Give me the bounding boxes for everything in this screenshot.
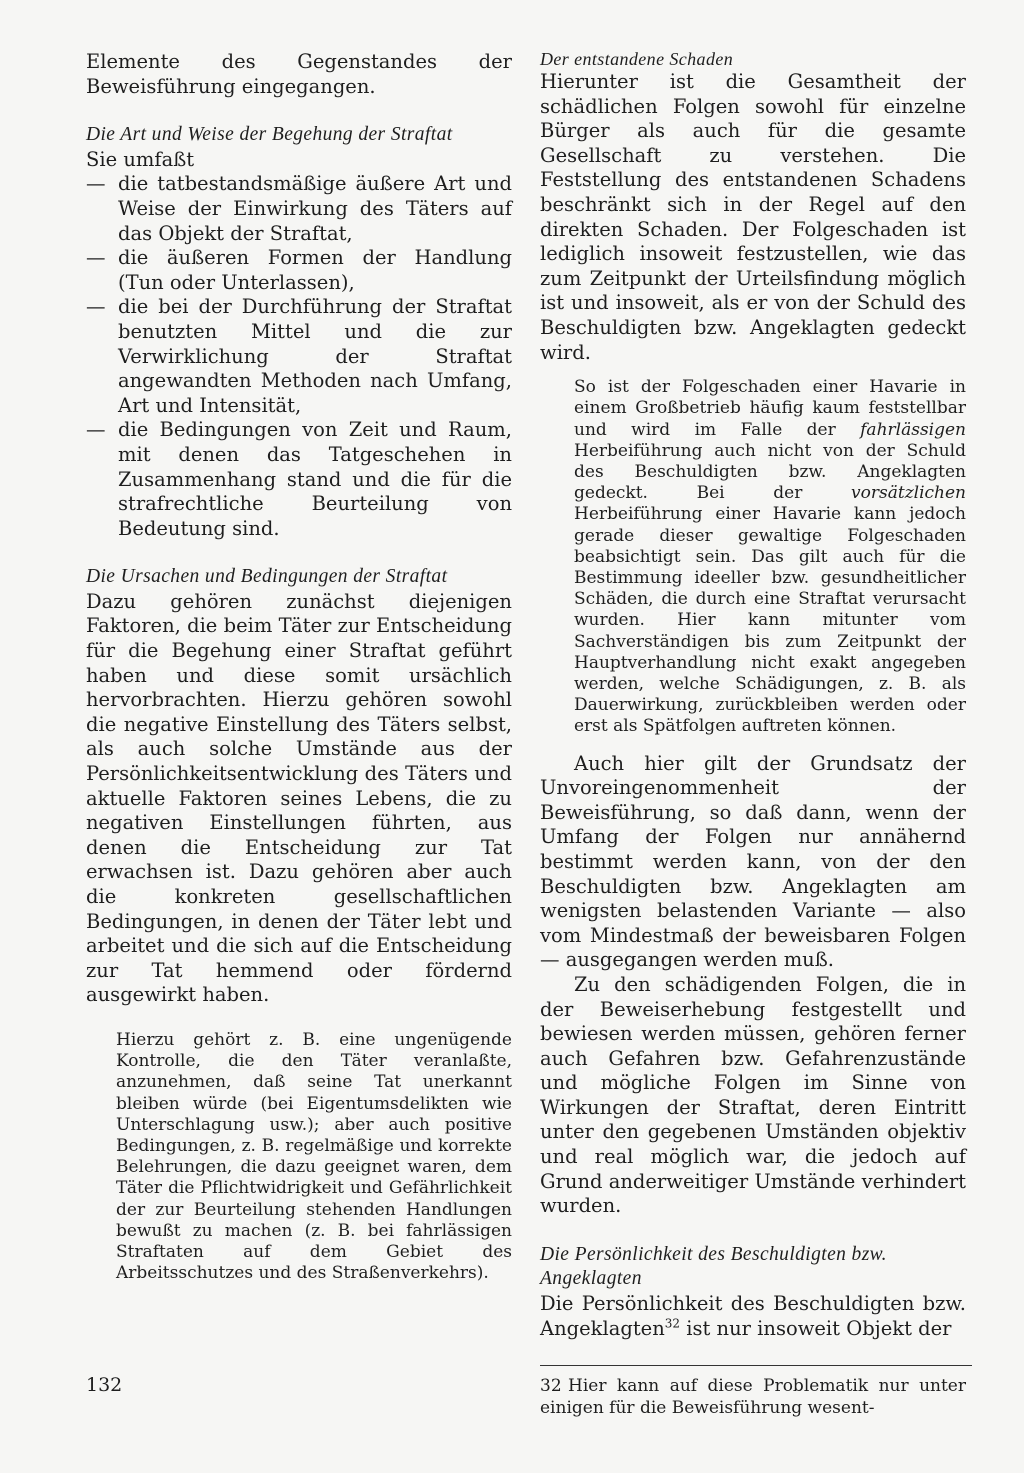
section-lead: Sie umfaßt (86, 147, 195, 171)
section-body-schaden: Hierunter ist die Gesamtheit der schädlichen Folgen sowohl für einzelne Bürger als auch für die gesamte Gesellschaft zu verstehen. Die Feststellung des entstandenen Schadens beschränkt sich in der Regel auf den direkten Schaden. Der Folgeschaden ist lediglich insoweit festzustellen, wie das zum Zeitpunkt der Urteilsfindung möglich ist und insoweit, als er von der Schuld des Beschuldigten bzw. Angeklagten gedeckt wird. (540, 70, 966, 364)
list-item: — die tatbestandsmäßige äußere Art und Weise der Einwirkung des Täters auf das Objekt der Straftat, (86, 172, 512, 246)
section-body-persoenlichkeit: Die Persönlichkeit des Beschuldigten bzw. Angeklagten$^{32}$ ist nur insoweit Objekt der (540, 1292, 966, 1340)
section-heading-art-und-weise: Die Art und Weise der Begehung der Straftat (86, 124, 453, 146)
emphasis-fahrlaessig: fahrlässigen (860, 419, 966, 440)
section-body-ursachen: Dazu gehören zunächst diejenigen Faktoren, die beim Täter zur Entscheidung für die Begehung einer Straftat geführt haben und diese somit ursächlich hervorbrachten. Hierzu gehören sowohl die negative Einstellung des Täters selbst, als auch solche Umstände aus der Persönlichkeitsentwicklung des Täters und aktuelle Faktoren seines Lebens, die zu negativen Einstellungen führten, aus denen die Entscheidung zur Tat erwachsen ist. Dazu gehören aber auch die konkreten gesellschaftlichen Bedingungen, in denen der Täter lebt und arbeitet und die sich auf die Entscheidung zur Tat hemmend oder fördernd ausgewirkt haben. (86, 589, 512, 1007)
paragraph-grundsatz: Auch hier gilt der Grundsatz der Unvoreingenommenheit der Beweisführung, so daß dann, wenn der Umfang der Folgen nur annähernd bestimmt werden kann, von der den Beschuldigten bzw. Angeklagten am wenigsten belastenden Variante — also vom Mindestmaß der beweisbaren Folgen — ausgegangen werden muß. (540, 751, 966, 972)
footnote-divider (540, 1365, 972, 1366)
footnote-number: 32 (540, 1376, 562, 1397)
list-item: — die äußeren Formen der Handlung (Tun oder Unterlassen), (86, 246, 512, 295)
emphasis-vorsaetzlich: vorsätzlichen (851, 483, 966, 504)
list-item: — die bei der Durchführung der Straftat benutzten Mittel und die zur Verwirklichung der Straftat angewandten Methoden nach Umfang, Art und Intensität, (86, 295, 512, 418)
list-item: — die Bedingungen von Zeit und Raum, mit denen das Tatgeschehen in Zusammenhang stand und die für die strafrechtliche Beurteilung von Bedeutung sind. (86, 418, 512, 541)
left-column (86, 50, 512, 1284)
right-column (540, 50, 966, 1419)
example-note-left: Hierzu gehört z. B. eine ungenügende Kontrolle, die den Täter veranlaßte, anzunehmen, daß seine Tat unerkannt bleiben würde (bei Eigentumsdelikten wie Unterschlagung usw.); aber auch positive Bedingungen, z. B. regelmäßige und korrekte Belehrungen, die dazu geeignet waren, dem Täter die Pflichtwidrigkeit und Gefährlichkeit der zur Beurteilung stehenden Handlungen bewußt zu machen (z. B. bei fahrlässigen Straftaten auf dem Gebiet des Arbeitsschutzes und des Straßenverkehrs). (116, 1029, 512, 1284)
page-number: 132 (86, 1374, 123, 1396)
section-heading-schaden: Der entstandene Schaden (540, 49, 734, 69)
criteria-list (86, 172, 512, 541)
section-heading-ursachen: Die Ursachen und Bedingungen der Straftat (86, 566, 448, 588)
footnote-text: Hier kann auf diese Problematik nur unter einigen für die Beweisführung wesent- (540, 1376, 966, 1418)
footnote-reference: 32 (664, 1316, 681, 1331)
paragraph-folgen: Zu den schädigenden Folgen, die in der Beweiserhebung festgestellt und bewiesen werden müssen, gehören ferner auch Gefahren bzw. Gefahrenzustände und mögliche Folgen im Sinne von Wirkungen der Straftat, deren Eintritt unter den gegebenen Umständen objektiv und real möglich war, die jedoch auf Grund anderweitiger Umstände verhindert wurden. (540, 972, 966, 1218)
example-note-right: So ist der Folgeschaden einer Havarie in einem Großbetrieb häufig kaum feststellbar und wird im Falle der fahrlässigen Herbeiführung auch nicht von der Schuld des Beschuldigten bzw. Angeklagten gedeckt. Bei der vorsätzlichen Herbeiführung einer Havarie kann jedoch gerade dieser gewaltige Folgeschaden beabsichtigt sein. Das gilt auch für die Bestimmung ideeller bzw. gesundheitlicher Schäden, die durch eine Straftat verursacht wurden. Hier kann mitunter vom Sachverständigen bis zum Zeitpunkt der Hauptverhandlung nicht exakt angegeben werden, welche Schädigungen, z. B. als Dauerwirkung, zurückbleiben werden oder erst als Spätfolgen auftreten können. (574, 377, 966, 737)
intro-paragraph: Elemente des Gegenstandes der Beweisführung eingegangen. (86, 50, 512, 98)
footnote (540, 1376, 966, 1419)
section-heading-persoenlichkeit: Die Persönlichkeit des Beschuldigten bzw. Angeklagten (540, 1243, 887, 1290)
